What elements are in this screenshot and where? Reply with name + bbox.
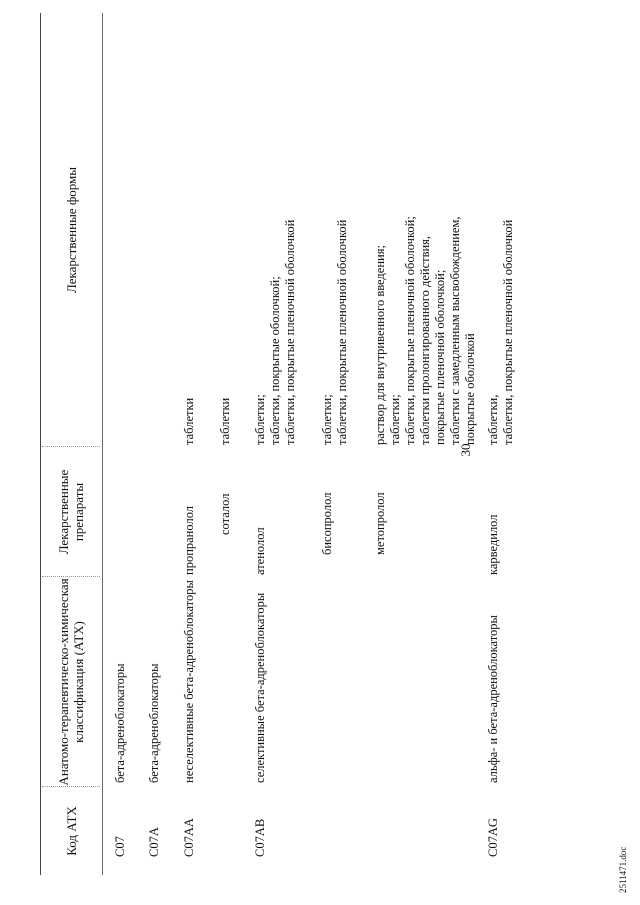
- column-header-drug: Лекарственные препараты: [56, 469, 86, 555]
- atc-group: альфа- и бета-адреноблокаторы: [486, 615, 500, 783]
- dosage-forms: [253, 15, 298, 445]
- atc-group: бета-адреноблокаторы: [147, 663, 161, 783]
- drug-name: метопролол: [373, 492, 387, 555]
- drug-name: соталол: [218, 493, 232, 535]
- column-header-atc: Анатомо-терапевтическо-химическая классификация (АТХ): [56, 578, 86, 786]
- atc-code: C07AB: [253, 818, 267, 857]
- dosage-forms: [218, 15, 233, 445]
- dosage-form-line: таблетки, покрытые пленочной оболочкой: [501, 219, 515, 445]
- drug-name: атенолол: [253, 527, 267, 575]
- dosage-form-line: таблетки с замедленным высвобождением,: [448, 216, 462, 445]
- dosage-forms: [182, 15, 197, 445]
- dosage-form-line: покрытые пленочной оболочкой;: [433, 269, 447, 445]
- dosage-form-line: таблетки, покрытые пленочной оболочкой: [335, 219, 349, 445]
- page-number: 30: [458, 443, 473, 457]
- dosage-form-line: таблетки;: [320, 394, 334, 445]
- dosage-form-line: таблетки;: [253, 394, 267, 445]
- dosage-form-line: таблетки пролонгированного действия,: [418, 235, 432, 445]
- atc-group: бета-адреноблокаторы: [113, 663, 127, 783]
- dosage-form-line: покрытые оболочкой: [463, 333, 477, 445]
- drug-name: бисопролол: [320, 492, 334, 555]
- drug-table: [40, 13, 515, 875]
- dosage-form-line: раствор для внутривенного введения;: [373, 245, 387, 445]
- dosage-form-line: таблетки: [182, 397, 196, 445]
- header-top-rule: [40, 13, 41, 875]
- drug-name: карведилол: [486, 514, 500, 575]
- dosage-form-line: таблетки: [218, 397, 232, 445]
- dosage-form-line: таблетки, покрытые пленочной оболочкой: [283, 219, 297, 445]
- dosage-forms: [373, 15, 478, 445]
- dosage-form-line: таблетки, покрытые оболочкой;: [268, 276, 282, 445]
- column-header-forms: Лекарственные формы: [63, 166, 79, 294]
- atc-code: C07AA: [182, 818, 196, 857]
- atc-code: C07AG: [486, 818, 500, 857]
- dosage-form-line: таблетки;: [388, 394, 402, 445]
- atc-code: C07A: [147, 827, 161, 857]
- dosage-forms: [486, 15, 516, 445]
- atc-group: селективные бета-адреноблокаторы: [253, 592, 267, 783]
- dosage-form-line: таблетки,: [486, 394, 500, 445]
- column-divider: [42, 576, 100, 577]
- column-header-code: Код АТХ: [63, 806, 79, 856]
- drug-name: пропранолол: [182, 505, 196, 575]
- dosage-form-line: таблетки, покрытые пленочной оболочкой;: [403, 216, 417, 445]
- header-bottom-rule: [102, 13, 103, 875]
- atc-code: C07: [113, 836, 127, 857]
- dosage-forms: [320, 15, 350, 445]
- file-name: 2511471.doc: [618, 846, 628, 893]
- column-divider: [42, 786, 100, 787]
- atc-group: неселективные бета-адреноблокаторы: [182, 580, 196, 783]
- column-divider: [42, 446, 100, 447]
